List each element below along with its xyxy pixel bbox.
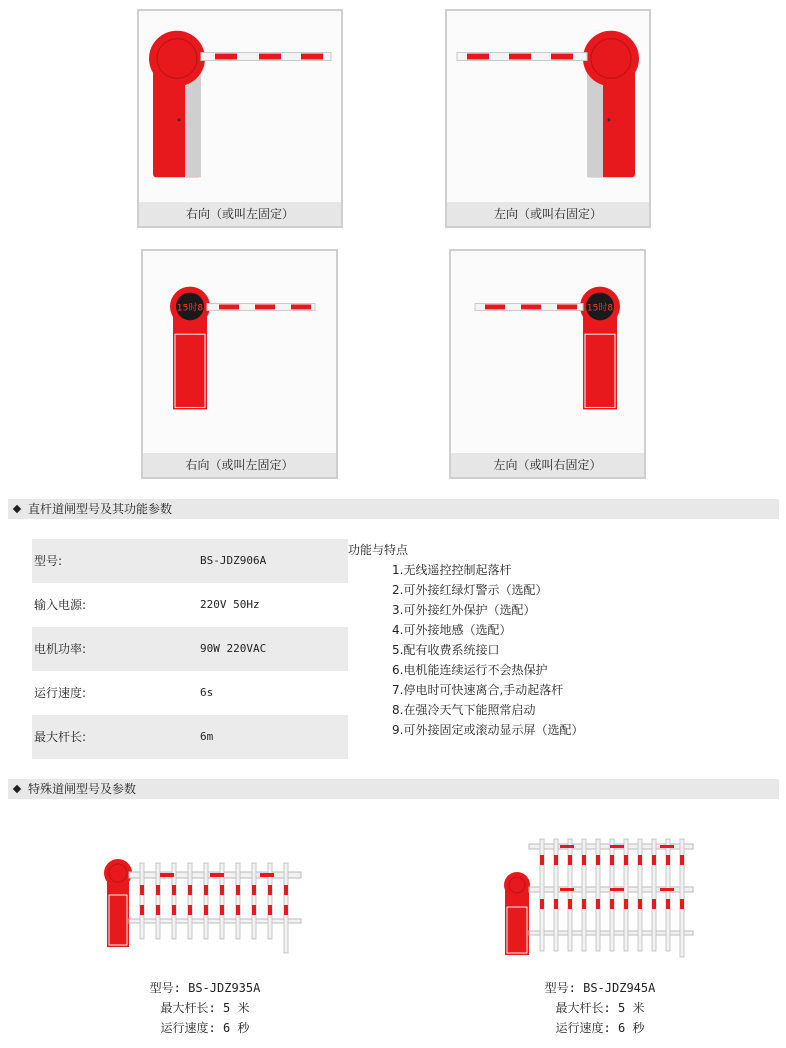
diamond-bullet-icon bbox=[13, 505, 21, 513]
special-gate-length: 最大杆长: 5 米 bbox=[160, 1001, 250, 1015]
barrier-gate-image bbox=[143, 251, 336, 453]
section-title: 特殊道闸型号及参数 bbox=[28, 782, 137, 796]
fence-barrier-image bbox=[100, 855, 310, 955]
barrier-gate-left-classic-illustration bbox=[447, 11, 649, 202]
gallery-caption: 左向（或叫右固定） bbox=[451, 453, 644, 477]
section-header-special-gate bbox=[8, 779, 779, 799]
spec-row bbox=[32, 671, 348, 715]
fence-barrier-double-illustration bbox=[500, 835, 700, 960]
spec-value: 6s bbox=[200, 686, 214, 699]
special-gate-info bbox=[100, 978, 310, 1038]
features-list bbox=[348, 540, 583, 740]
feature-item: 1.无线遥控控制起落杆 bbox=[392, 563, 512, 577]
special-gate-length: 最大杆长: 5 米 bbox=[555, 1001, 645, 1015]
spec-row bbox=[32, 539, 348, 583]
diamond-bullet-icon bbox=[13, 785, 21, 793]
spec-value: 220V 50Hz bbox=[200, 598, 260, 611]
feature-item: 7.停电时可快速离合,手动起落杆 bbox=[392, 683, 564, 697]
barrier-gate-right-classic-illustration bbox=[139, 11, 341, 202]
barrier-gate-image bbox=[447, 11, 649, 202]
feature-item: 2.可外接红绿灯警示（选配） bbox=[392, 583, 548, 597]
barrier-gate-image bbox=[451, 251, 644, 453]
barrier-gate-image bbox=[139, 11, 341, 202]
spec-value: BS-JDZ906A bbox=[200, 554, 267, 567]
gallery-caption: 右向（或叫左固定） bbox=[139, 202, 341, 226]
spec-table bbox=[32, 539, 348, 759]
section-title: 直杆道闸型号及其功能参数 bbox=[28, 502, 173, 516]
feature-item: 6.电机能连续运行不会热保护 bbox=[392, 663, 548, 677]
gallery-caption: 右向（或叫左固定） bbox=[143, 453, 336, 477]
special-gate-model: 型号: BS-JDZ935A bbox=[149, 981, 261, 995]
feature-item: 5.配有收费系统接口 bbox=[392, 643, 500, 657]
led-display-text: 15时8 bbox=[586, 303, 614, 314]
feature-item: 4.可外接地感（选配） bbox=[392, 623, 512, 637]
spec-key: 型号: bbox=[34, 554, 63, 568]
feature-item: 9.可外接固定或滚动显示屏（选配） bbox=[392, 723, 584, 737]
spec-row bbox=[32, 627, 348, 671]
gallery-caption: 左向（或叫右固定） bbox=[447, 202, 649, 226]
barrier-gate-left-display-illustration bbox=[451, 251, 644, 453]
feature-item: 8.在强冷天气下能照常启动 bbox=[392, 703, 536, 717]
gallery-card-3 bbox=[141, 249, 338, 479]
special-gate-2 bbox=[500, 835, 700, 1040]
spec-key: 电机功率: bbox=[34, 642, 87, 656]
gallery-card-4 bbox=[449, 249, 646, 479]
spec-row bbox=[32, 715, 348, 759]
spec-key: 输入电源: bbox=[34, 598, 87, 612]
spec-value: 90W 220VAC bbox=[200, 642, 267, 655]
features-title: 功能与特点 bbox=[348, 543, 409, 557]
spec-key: 最大杆长: bbox=[34, 730, 87, 744]
led-display-text: 15时8 bbox=[176, 303, 204, 314]
feature-item: 3.可外接红外保护（选配） bbox=[392, 603, 536, 617]
special-gate-model: 型号: BS-JDZ945A bbox=[544, 981, 656, 995]
special-gate-speed: 运行速度: 6 秒 bbox=[160, 1021, 250, 1035]
special-gate-1 bbox=[100, 855, 310, 1040]
spec-key: 运行速度: bbox=[34, 686, 87, 700]
spec-row bbox=[32, 583, 348, 627]
gallery-card-1 bbox=[137, 9, 343, 228]
gallery-card-2 bbox=[445, 9, 651, 228]
special-gate-speed: 运行速度: 6 秒 bbox=[555, 1021, 645, 1035]
barrier-gate-right-display-illustration bbox=[143, 251, 336, 453]
fence-barrier-illustration bbox=[100, 855, 310, 955]
special-gate-info bbox=[500, 978, 700, 1038]
fence-barrier-image bbox=[500, 835, 700, 960]
spec-value: 6m bbox=[200, 730, 214, 743]
section-header-straight-gate bbox=[8, 499, 779, 519]
